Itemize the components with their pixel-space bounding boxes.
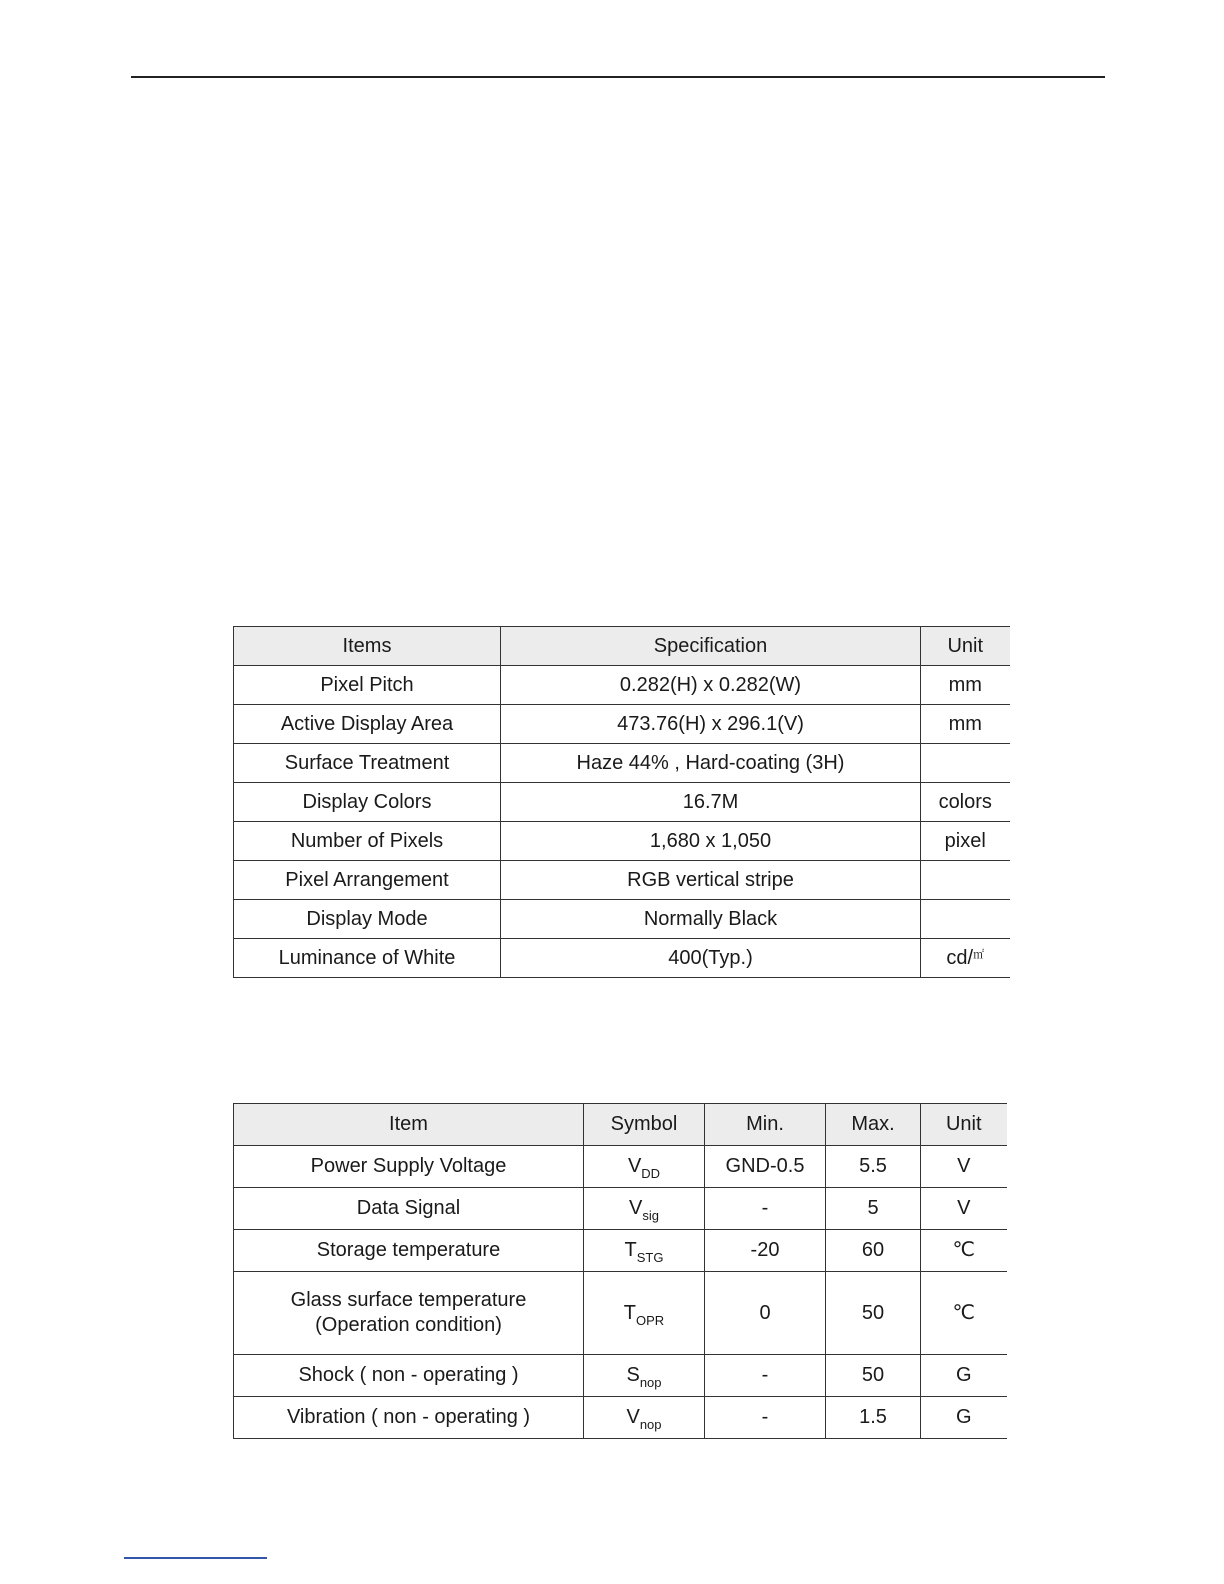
- unit-cell: mm: [921, 666, 1010, 705]
- table-row: [234, 744, 1010, 783]
- item-line-2: (Operation condition): [315, 1314, 502, 1336]
- item-line-1: Glass surface temperature: [290, 1289, 527, 1311]
- symbol-main: T: [623, 1301, 637, 1324]
- table-row: [234, 1146, 1007, 1188]
- table-header-row: [234, 1104, 1007, 1146]
- symbol-main: V: [627, 1155, 642, 1177]
- table-row: [234, 1272, 1007, 1355]
- max-cell: 5.5: [826, 1146, 921, 1188]
- table-row: [234, 666, 1010, 705]
- column-header-unit: Unit: [921, 627, 1010, 666]
- item-cell: Number of Pixels: [234, 822, 501, 861]
- table-row: [234, 1397, 1007, 1439]
- symbol-subscript: nop: [639, 1375, 662, 1390]
- max-cell: 50: [826, 1272, 921, 1355]
- table-row: [234, 900, 1010, 939]
- spec-cell: 16.7M: [501, 783, 921, 822]
- table-row: [234, 822, 1010, 861]
- table-row: [234, 705, 1010, 744]
- unit-cell: mm: [921, 705, 1010, 744]
- table-row: [234, 939, 1010, 978]
- unit-cell: V: [921, 1188, 1007, 1230]
- item-cell: Shock ( non - operating ): [234, 1355, 584, 1397]
- absolute-maximum-ratings-table: [233, 1103, 1007, 1439]
- item-cell: Vibration ( non - operating ): [234, 1397, 584, 1439]
- max-cell: 50: [826, 1355, 921, 1397]
- symbol-subscript: DD: [641, 1166, 661, 1181]
- unit-cell: ℃: [921, 1272, 1007, 1355]
- symbol-subscript: sig: [642, 1208, 659, 1223]
- unit-cell: V: [921, 1146, 1007, 1188]
- item-cell: Data Signal: [234, 1188, 584, 1230]
- item-cell: [234, 1272, 584, 1355]
- table-row: [234, 1188, 1007, 1230]
- spec-cell: 0.282(H) x 0.282(W): [501, 666, 921, 705]
- unit-cell: colors: [921, 783, 1010, 822]
- max-cell: 1.5: [826, 1397, 921, 1439]
- spec-cell: 400(Typ.): [501, 939, 921, 978]
- symbol-main: T: [624, 1239, 637, 1261]
- min-cell: -: [705, 1397, 826, 1439]
- symbol-cell: [584, 1188, 705, 1230]
- symbol-main: V: [629, 1197, 643, 1219]
- symbol-subscript: nop: [639, 1417, 662, 1432]
- symbol-main: S: [626, 1364, 640, 1386]
- item-cell: Storage temperature: [234, 1230, 584, 1272]
- symbol-cell: [584, 1397, 705, 1439]
- item-cell: Pixel Arrangement: [234, 861, 501, 900]
- min-cell: -20: [705, 1230, 826, 1272]
- table-row: [234, 861, 1010, 900]
- item-cell: Pixel Pitch: [234, 666, 501, 705]
- column-header-items: Items: [234, 627, 501, 666]
- column-header-item: Item: [234, 1104, 584, 1146]
- unit-cell: [921, 939, 1010, 978]
- header-rule: [131, 76, 1105, 78]
- column-header-max: Max.: [826, 1104, 921, 1146]
- unit-cell: G: [921, 1355, 1007, 1397]
- min-cell: 0: [705, 1272, 826, 1355]
- item-cell: Active Display Area: [234, 705, 501, 744]
- footer-rule: [124, 1557, 267, 1559]
- table-row: [234, 1230, 1007, 1272]
- table-header-row: [234, 627, 1010, 666]
- item-cell: Luminance of White: [234, 939, 501, 978]
- unit-text: cd/: [946, 946, 974, 969]
- table-row: [234, 1355, 1007, 1397]
- symbol-cell: [584, 1146, 705, 1188]
- spec-cell: Normally Black: [501, 900, 921, 939]
- spec-cell: RGB vertical stripe: [501, 861, 921, 900]
- symbol-cell: [584, 1355, 705, 1397]
- min-cell: -: [705, 1188, 826, 1230]
- min-cell: -: [705, 1355, 826, 1397]
- min-cell: GND-0.5: [705, 1146, 826, 1188]
- item-cell: Surface Treatment: [234, 744, 501, 783]
- unit-cell: [921, 744, 1010, 783]
- unit-superscript: ㎡: [973, 948, 985, 961]
- unit-cell: [921, 861, 1010, 900]
- unit-cell: [921, 900, 1010, 939]
- max-cell: 5: [826, 1188, 921, 1230]
- general-specification-table: [233, 626, 1010, 978]
- symbol-cell: [584, 1272, 705, 1355]
- unit-cell: ℃: [921, 1230, 1007, 1272]
- symbol-subscript: OPR: [636, 1312, 665, 1328]
- table-row: [234, 783, 1010, 822]
- item-cell: Power Supply Voltage: [234, 1146, 584, 1188]
- column-header-specification: Specification: [501, 627, 921, 666]
- spec-cell: 1,680 x 1,050: [501, 822, 921, 861]
- column-header-symbol: Symbol: [584, 1104, 705, 1146]
- spec-cell: 473.76(H) x 296.1(V): [501, 705, 921, 744]
- item-cell: Display Mode: [234, 900, 501, 939]
- column-header-min: Min.: [705, 1104, 826, 1146]
- unit-cell: G: [921, 1397, 1007, 1439]
- symbol-subscript: STG: [636, 1250, 664, 1265]
- spec-cell: Haze 44% , Hard-coating (3H): [501, 744, 921, 783]
- max-cell: 60: [826, 1230, 921, 1272]
- column-header-unit: Unit: [921, 1104, 1007, 1146]
- symbol-main: V: [626, 1406, 640, 1428]
- symbol-cell: [584, 1230, 705, 1272]
- item-cell: Display Colors: [234, 783, 501, 822]
- unit-cell: pixel: [921, 822, 1010, 861]
